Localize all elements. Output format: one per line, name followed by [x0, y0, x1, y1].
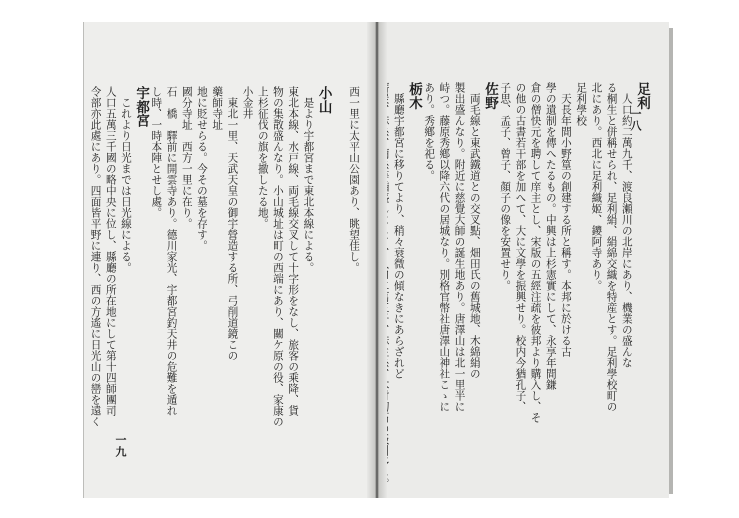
- right-page-number: 一八: [629, 108, 642, 132]
- left-page: [83, 22, 375, 498]
- text-column: 東北本線、水戸線、両毛線交叉して十字形をなし、旅客の乘降、貨: [287, 86, 300, 416]
- section-heading: 足利: [634, 82, 650, 110]
- section-heading: 佐野: [481, 82, 498, 110]
- text-column: 両毛線と東武鐵道との交叉點、畑田氏の舊城地、木綿絹の: [468, 82, 481, 379]
- text-column: 國分寺址 西方一里に在り。: [180, 86, 193, 229]
- text-column: 西一里に太平山公園あり、眺望佳し。: [348, 86, 360, 273]
- section-heading: 宇都宮: [133, 86, 150, 128]
- text-column: 學の遺制を傳へたるもの。中興は上杉憲實にして、永享年間鎌: [544, 82, 557, 390]
- text-column: 倉の僧快元を聘して庠主とし、宋版の五經注疏を彼邦より購入し、そ: [529, 82, 542, 423]
- text-column: の他の古書若干部を加へて、大に文學を振興せり。校内今猶孔子、: [514, 82, 527, 412]
- book-gutter: [367, 22, 387, 498]
- text-column: 東北一里、天武天皇の御宇營造する所、弓削道鏡この: [226, 86, 239, 361]
- text-column: 是より宇都宮まで東北本線による。: [302, 86, 315, 273]
- text-column: 足利學校: [575, 82, 588, 126]
- text-column: 小金井: [241, 86, 254, 119]
- text-column: 製出盛んなり。附近に慈覺大師の誕生地あり。唐澤山は北一里半に: [453, 82, 466, 412]
- page-edge: [669, 28, 673, 494]
- text-column: 物の集散盛んなり。小山城址は町の西端にあり、關ケ原の役、家康の: [271, 86, 284, 427]
- text-column: し時、一時本陣とせし處。: [150, 86, 163, 218]
- left-page-text: [89, 86, 361, 427]
- right-page: [379, 22, 669, 498]
- text-column: 天長年間小野篁の創建する所と稱す。本邦に於ける古: [559, 82, 572, 357]
- text-column: 藥師寺址: [211, 86, 224, 130]
- text-column: 子思、孟子、曾子、顏子の像を安置せり。: [499, 82, 512, 291]
- section-heading: 栃木: [405, 82, 422, 110]
- text-column: [331, 86, 346, 421]
- text-column: 石 橋 驛前に開雲寺あり。德川家光、宇都宮釣天井の危難を遁れ: [165, 86, 178, 416]
- text-column: 令部亦此處にあり。四面皆平野に連り、西の方遙に日光山の巒を遠く: [89, 86, 102, 427]
- text-column: 北にあり。西北に足利織姬、鑁阿寺あり。: [590, 82, 603, 291]
- text-column: これより日光までは日光線による。: [119, 86, 132, 273]
- text-column: あり。秀鄕を祀る。: [423, 82, 436, 181]
- text-column: 上杉征伐の旗を撤したる地。: [256, 86, 269, 229]
- text-column: 人口約二萬九千、渡良瀬川の北岸にあり、機業の盛んな: [620, 82, 633, 368]
- left-page-number: 一九: [114, 434, 127, 458]
- right-page-text: [391, 82, 649, 427]
- book-spread: [83, 22, 669, 498]
- text-column: 縣廳宇都宮に移りてより、稍々衰微の傾なきにあらざれど: [392, 82, 405, 379]
- text-column: 人口五萬三千國の略中央に位し、縣廳の所在地にして第十四師團司: [104, 86, 117, 416]
- text-column: 地に貶せらる。今その墓を存す。: [195, 86, 208, 251]
- text-column: 峙つ。藤原秀鄕以降六代の居城なり。別格官幣社唐澤山神社こゝに: [438, 82, 451, 412]
- text-column: る桐生と併稱せられ、足利絹、絹綿交織を特産とす。足利學校町の: [605, 82, 618, 412]
- section-heading: 小山: [315, 86, 332, 114]
